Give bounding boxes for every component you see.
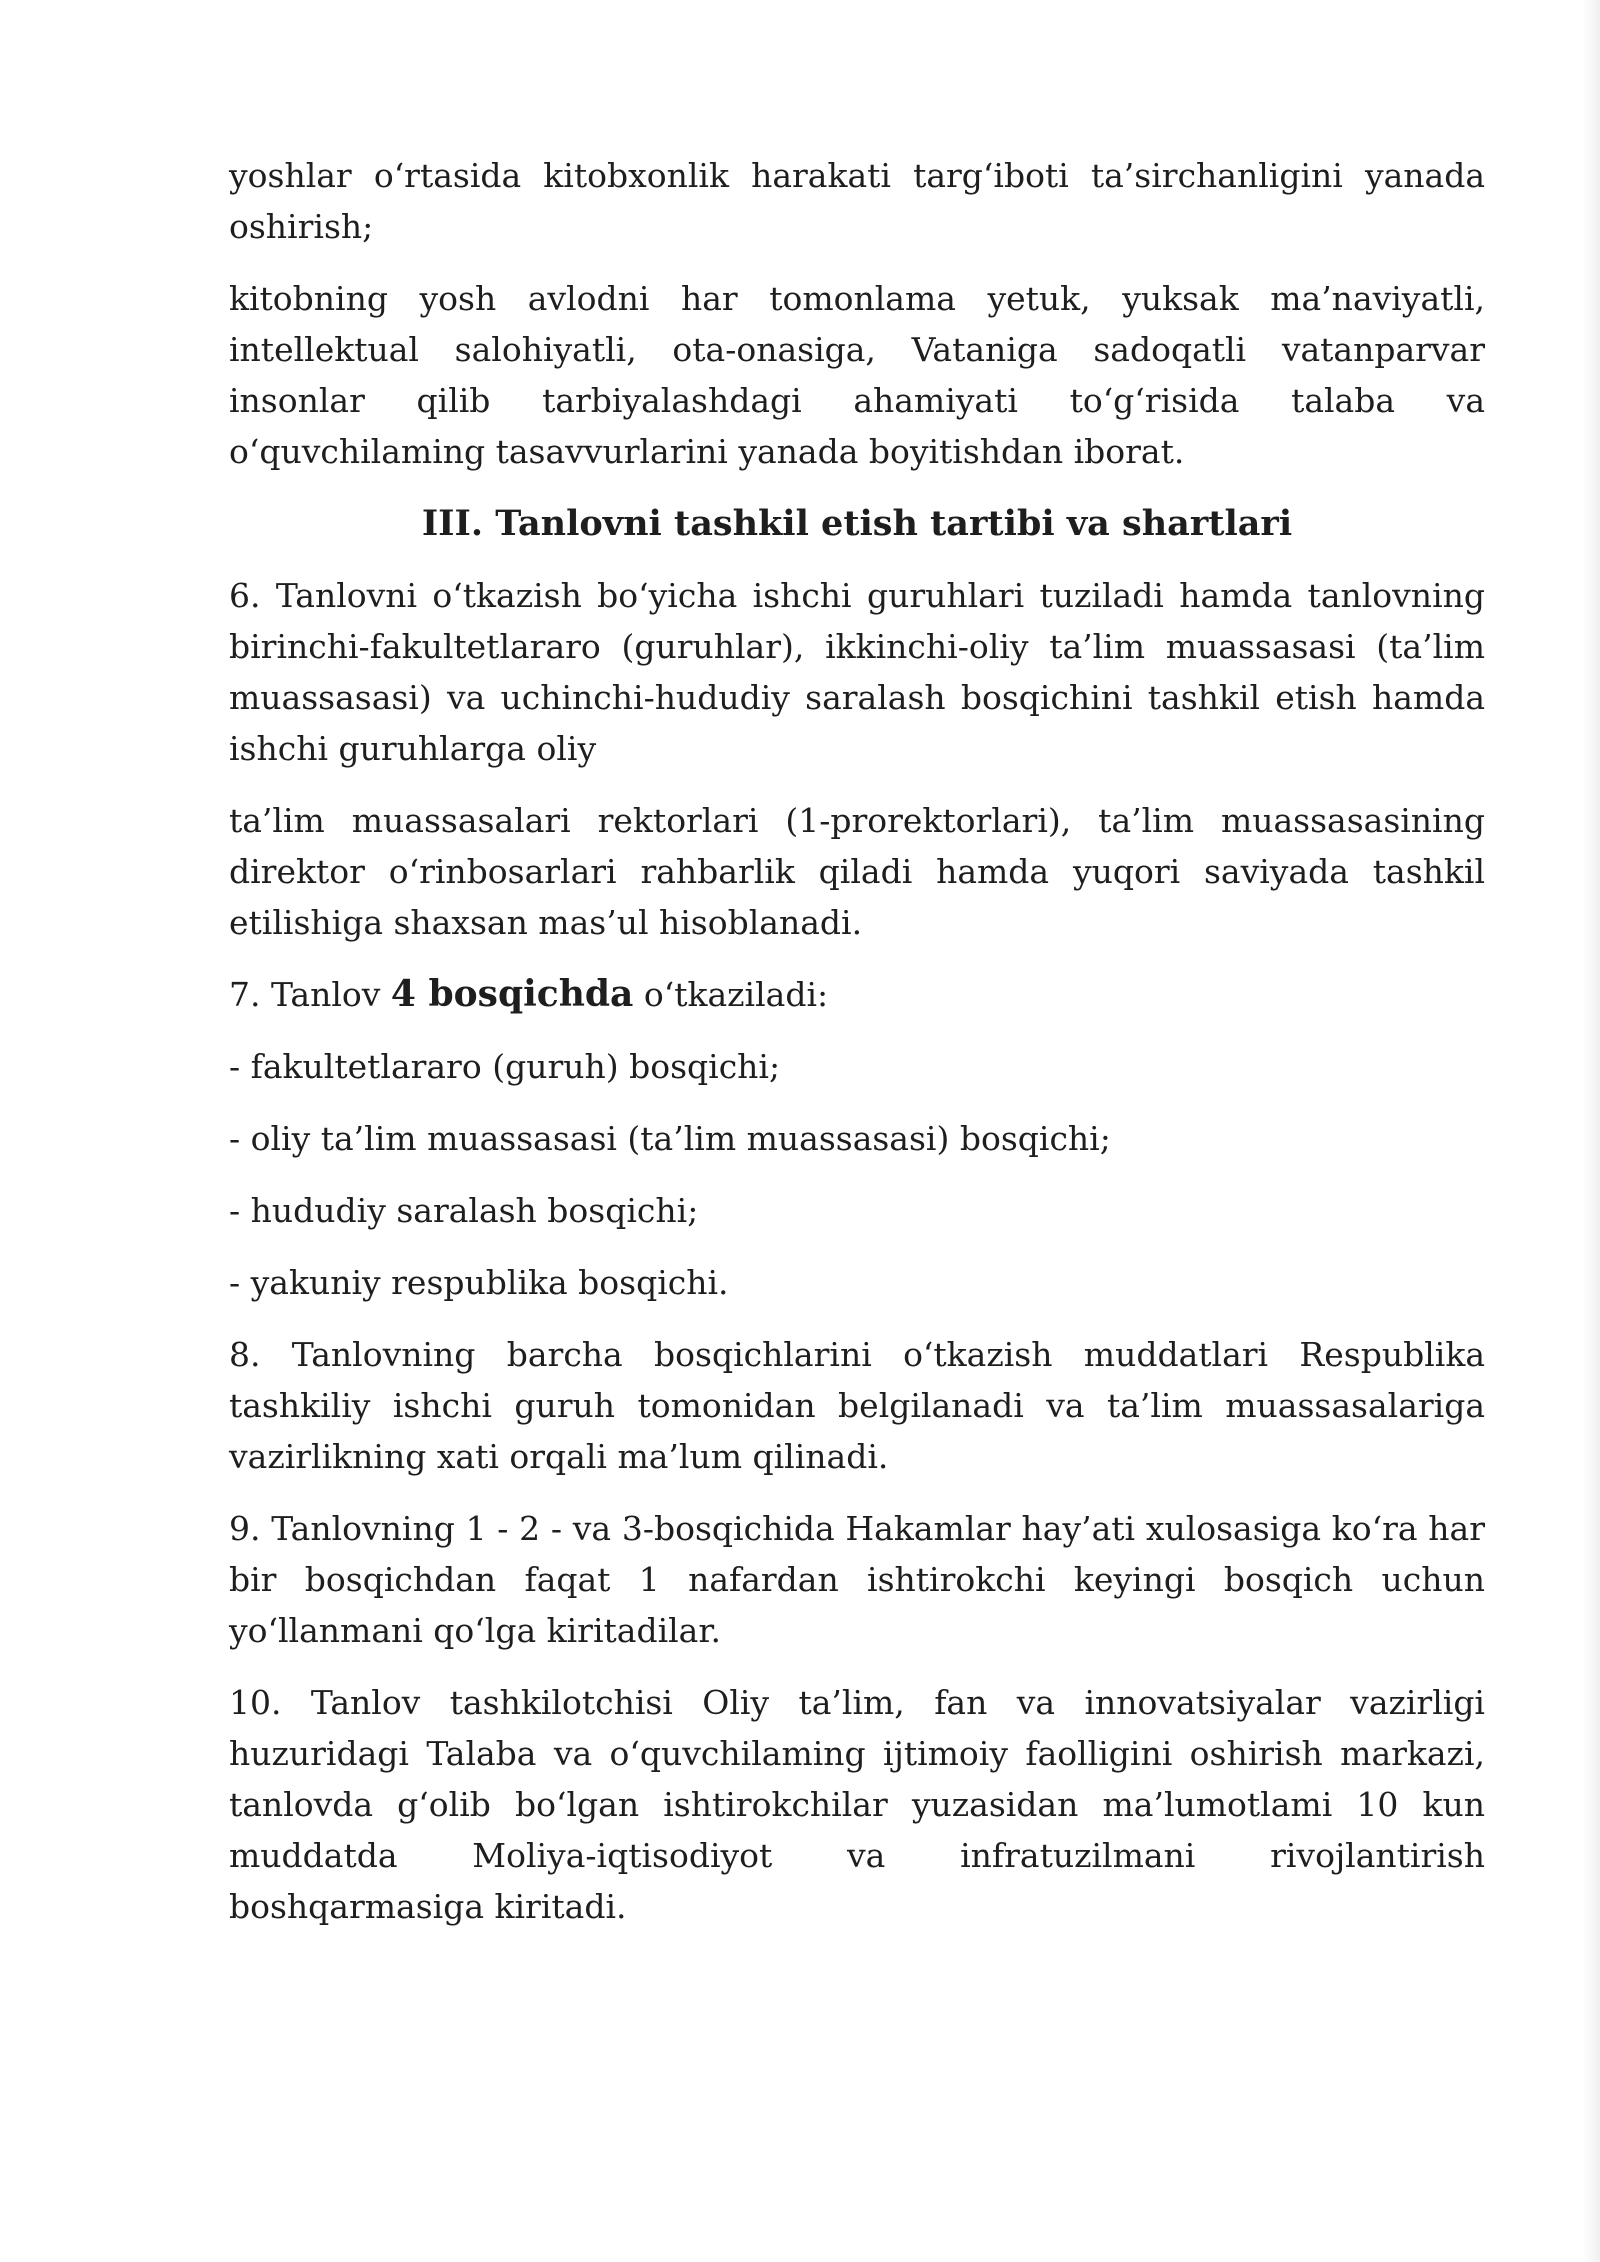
paragraph-goal-2: kitobning yosh avlodni har tomonlama yetuk, yuksak ma’naviyatli, intellektual salohiyatli, ota-onasiga, Vataniga sadoqatli vatanparvar insonlar qilib tarbiyalashdagi ahamiyati to‘g‘risida talaba va o‘quvchilaming tasavvurlarini yanada boyitishdan iborat. — [229, 279, 1485, 471]
stage-list-item: - yakuniy respublika bosqichi. — [229, 1263, 729, 1302]
item-7-suffix: o‘tkaziladi: — [633, 975, 829, 1014]
paragraph-item-10: 10. Tanlov tashkilotchisi Oliy ta’lim, fan va innovatsiyalar vazirligi huzuridagi Talaba va o‘quvchilaming ijtimoiy faolligini oshirish markazi, tanlovda g‘olib bo‘lgan ishtirokchilar yuzasidan ma’lumotlami 10 kun muddatda Moliya-iqtisodiyot va infratuzilmani rivojlantirish boshqarmasiga kiritadi. — [229, 1683, 1485, 1926]
paragraph-item-7 — [229, 969, 1485, 1020]
stage-list-item: - hududiy saralash bosqichi; — [229, 1191, 699, 1230]
document-body — [229, 150, 1485, 1953]
paragraph-item-8: 8. Tanlovning barcha bosqichlarini o‘tkazish muddatlari Respublika tashkiliy ishchi guruh tomonidan belgilanadi va ta’lim muassasalariga vazirlikning xati orqali ma’lum qilinadi. — [229, 1335, 1485, 1476]
paragraph-item-6-part2: ta’lim muassasalari rektorlari (1-prorektorlari), ta’lim muassasasining direktor o‘rinbosarlari rahbarlik qiladi hamda yuqori saviyada tashkil etilishiga shaxsan mas’ul hisoblanadi. — [229, 801, 1485, 942]
paragraph-item-6-part1: 6. Tanlovni o‘tkazish bo‘yicha ishchi guruhlari tuziladi hamda tanlovning birinchi-fakultetlararo (guruhlar), ikkinchi-oliy ta’lim muassasasi (ta’lim muassasasi) va uchinchi-hududiy saralash bosqichini tashkil etish hamda ishchi guruhlarga oliy — [229, 576, 1485, 768]
page-edge-shadow — [1582, 0, 1600, 2262]
stage-list-item: - fakultetlararo (guruh) bosqichi; — [229, 1047, 781, 1086]
paragraph-item-9: 9. Tanlovning 1 - 2 - va 3-bosqichida Hakamlar hay’ati xulosasiga ko‘ra har bir bosqichdan faqat 1 nafardan ishtirokchi keyingi bosqich uchun yo‘llanmani qo‘lga kiritadilar. — [229, 1509, 1485, 1650]
paragraph-goal-1: yoshlar o‘rtasida kitobxonlik harakati targ‘iboti ta’sirchanligini yanada oshirish; — [229, 156, 1485, 246]
item-7-prefix: 7. Tanlov — [229, 975, 391, 1014]
stage-list-item: - oliy ta’lim muassasasi (ta’lim muassasasi) bosqichi; — [229, 1119, 1111, 1158]
section-heading: III. Tanlovni tashkil etish tartibi va shartlari — [421, 503, 1293, 544]
item-7-emphasis: 4 bosqichda — [390, 973, 634, 1015]
